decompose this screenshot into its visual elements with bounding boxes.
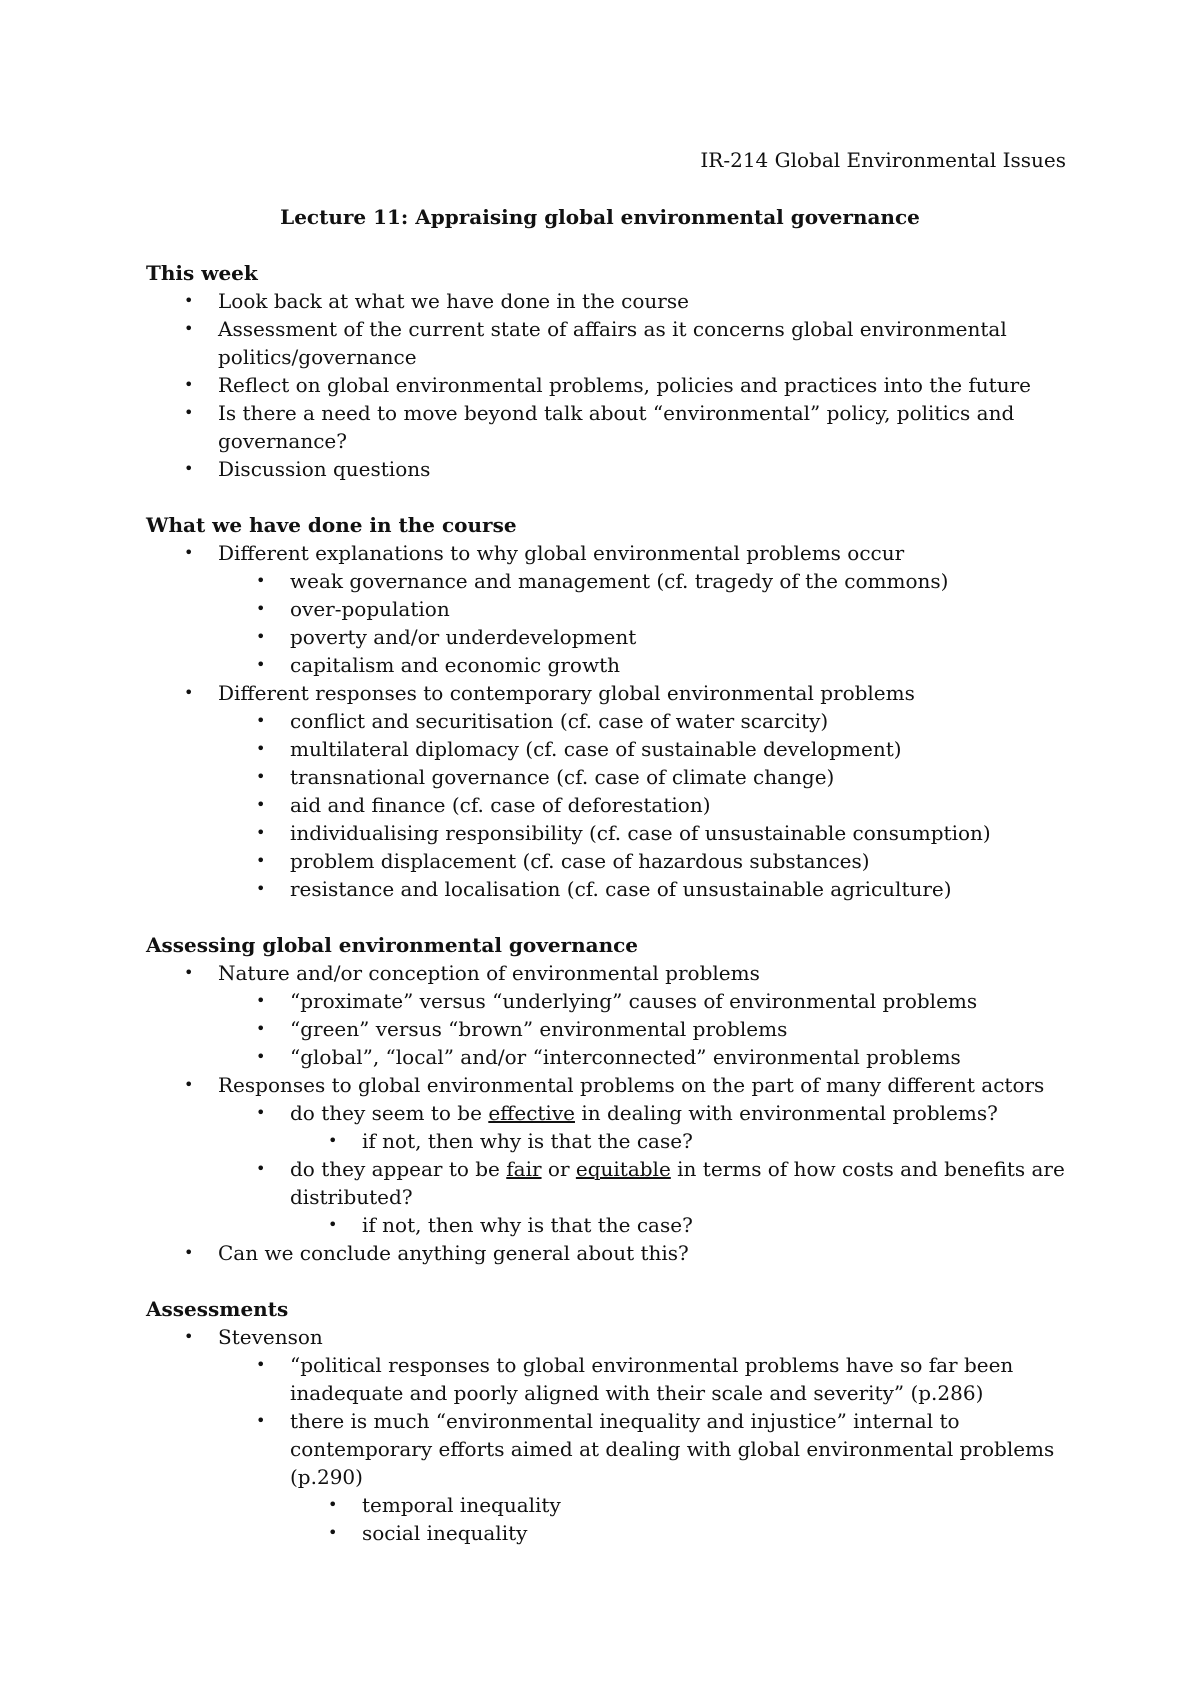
bullet-icon: • [328, 1523, 338, 1542]
document-body [146, 259, 1066, 1575]
bullet-icon: • [256, 711, 266, 730]
section-heading: Assessing global environmental governance [146, 933, 639, 957]
sub-sub-bullet-list [146, 1211, 1066, 1239]
section-assessing-governance [146, 931, 1066, 1267]
bullet-icon: • [256, 1047, 266, 1066]
bullet-icon: • [184, 963, 194, 982]
underlined-term: fair [506, 1157, 542, 1181]
bullet-icon: • [184, 403, 194, 422]
list-item: • multilateral diplomacy (cf. case of sustainable development) [256, 737, 902, 761]
list-item: • resistance and localisation (cf. case of unsustainable agriculture) [256, 877, 952, 901]
bullet-icon: • [184, 375, 194, 394]
section-this-week [146, 259, 1066, 483]
list-item: • Different responses to contemporary global environmental problems • conflict and securitisation (cf. case of water scarcity) • multilateral diplomacy (cf. case of sustainable development) • transnational governance (cf. case of climate change) • aid and finance (cf. case of deforestation) • individualising responsibility (cf. case of unsustainable consumption) • problem displacement (cf. case of hazardous substances) • resistance and localisation (cf. case of unsustainable agriculture) [146, 679, 1066, 903]
list-item: • aid and finance (cf. case of deforestation) [256, 793, 711, 817]
bullet-list [146, 287, 1066, 483]
bullet-icon: • [256, 879, 266, 898]
section-assessments [146, 1295, 1066, 1547]
sub-bullet-list [146, 1099, 1066, 1239]
course-code-header: IR-214 Global Environmental Issues [700, 148, 1066, 172]
list-item: • social inequality [328, 1521, 528, 1545]
list-item: • “political responses to global environmental problems have so far been inadequate and poorly aligned with their scale and severity” (p.286) [256, 1353, 1014, 1405]
bullet-list [146, 1323, 1066, 1547]
bullet-list [146, 539, 1066, 903]
list-item: • Nature and/or conception of environmental problems • “proximate” versus “underlying” causes of environmental problems • “green” versus “brown” environmental problems • “global”, “local” and/or “interconnected” environmental problems [146, 959, 1066, 1071]
bullet-icon: • [184, 291, 194, 310]
list-item: • capitalism and economic growth [256, 653, 620, 677]
list-item: • “green” versus “brown” environmental problems [256, 1017, 788, 1041]
list-item: • weak governance and management (cf. tragedy of the commons) [256, 569, 949, 593]
list-item: • if not, then why is that the case? [328, 1129, 693, 1153]
list-item: • Different explanations to why global environmental problems occur • weak governance and management (cf. tragedy of the commons) • over-population • poverty and/or underdevelopment • capitalism and economic growth [146, 539, 1066, 679]
list-item: • temporal inequality [328, 1493, 561, 1517]
bullet-list [146, 959, 1066, 1267]
sub-bullet-list [146, 987, 1066, 1071]
list-item: • Look back at what we have done in the course [184, 289, 689, 313]
list-item: • Discussion questions [184, 457, 431, 481]
section-heading: This week [146, 261, 258, 285]
sub-sub-bullet-list [146, 1491, 1066, 1547]
bullet-icon: • [256, 627, 266, 646]
sub-bullet-list [146, 567, 1066, 679]
list-item: • “global”, “local” and/or “interconnected” environmental problems [256, 1045, 961, 1069]
list-item: • problem displacement (cf. case of hazardous substances) [256, 849, 870, 873]
list-item: • poverty and/or underdevelopment [256, 625, 637, 649]
bullet-icon: • [256, 991, 266, 1010]
list-item: • transnational governance (cf. case of climate change) [256, 765, 835, 789]
list-item: • over-population [256, 597, 450, 621]
bullet-icon: • [184, 683, 194, 702]
list-item: • individualising responsibility (cf. case of unsustainable consumption) [256, 821, 991, 845]
bullet-icon: • [328, 1215, 338, 1234]
section-course-review [146, 511, 1066, 903]
bullet-icon: • [256, 795, 266, 814]
underlined-term: equitable [575, 1157, 671, 1181]
list-item: • conflict and securitisation (cf. case of water scarcity) [256, 709, 829, 733]
bullet-icon: • [256, 1159, 266, 1178]
list-item: • do they appear to be fair or equitable in terms of how costs and benefits are distributed? • if not, then why is that the case? [146, 1155, 1066, 1239]
sub-bullet-list [146, 1351, 1066, 1547]
bullet-icon: • [184, 1327, 194, 1346]
bullet-icon: • [184, 1075, 194, 1094]
list-item: • Assessment of the current state of affairs as it concerns global environmental politics/governance [184, 317, 1007, 369]
bullet-icon: • [256, 571, 266, 590]
bullet-icon: • [256, 655, 266, 674]
list-item: • there is much “environmental inequality and injustice” internal to contemporary efforts aimed at dealing with global environmental problems (p.290) • temporal inequality • social inequality [146, 1407, 1066, 1547]
bullet-icon: • [328, 1495, 338, 1514]
list-item: • do they seem to be effective in dealing with environmental problems? • if not, then why is that the case? [146, 1099, 1066, 1155]
section-heading: What we have done in the course [146, 513, 517, 537]
bullet-icon: • [256, 739, 266, 758]
bullet-icon: • [256, 1411, 266, 1430]
lecture-title: Lecture 11: Appraising global environmental governance [280, 205, 920, 229]
underlined-term: effective [488, 1101, 575, 1125]
bullet-icon: • [328, 1131, 338, 1150]
bullet-icon: • [256, 851, 266, 870]
list-item: • if not, then why is that the case? [328, 1213, 693, 1237]
bullet-icon: • [184, 543, 194, 562]
sub-sub-bullet-list [146, 1127, 1066, 1155]
bullet-icon: • [256, 599, 266, 618]
bullet-icon: • [256, 1019, 266, 1038]
bullet-icon: • [256, 1103, 266, 1122]
bullet-icon: • [184, 459, 194, 478]
bullet-icon: • [184, 319, 194, 338]
bullet-icon: • [256, 767, 266, 786]
section-heading: Assessments [146, 1297, 289, 1321]
list-item: • Reflect on global environmental problems, policies and practices into the future [184, 373, 1031, 397]
list-item: • Can we conclude anything general about this? [184, 1241, 689, 1265]
list-item: • Responses to global environmental problems on the part of many different actors • do they seem to be effective in dealing with environmental problems? • if not, then why is that the case? • do they appear to be fair or equitable in terms of how costs and benefits are distributed? • if not, then why is that the case? [146, 1071, 1066, 1239]
sub-bullet-list [146, 707, 1066, 903]
bullet-icon: • [256, 823, 266, 842]
list-item: • Is there a need to move beyond talk about “environmental” policy, politics and governance? [184, 401, 1015, 453]
list-item: • “proximate” versus “underlying” causes of environmental problems [256, 989, 978, 1013]
list-item: • Stevenson • “political responses to global environmental problems have so far been inadequate and poorly aligned with their scale and severity” (p.286) • there is much “environmental inequality and injustice” internal to contemporary efforts aimed at dealing with global environmental problems (p.290) • temporal inequality • social inequality [146, 1323, 1066, 1547]
bullet-icon: • [184, 1243, 194, 1262]
bullet-icon: • [256, 1355, 266, 1374]
